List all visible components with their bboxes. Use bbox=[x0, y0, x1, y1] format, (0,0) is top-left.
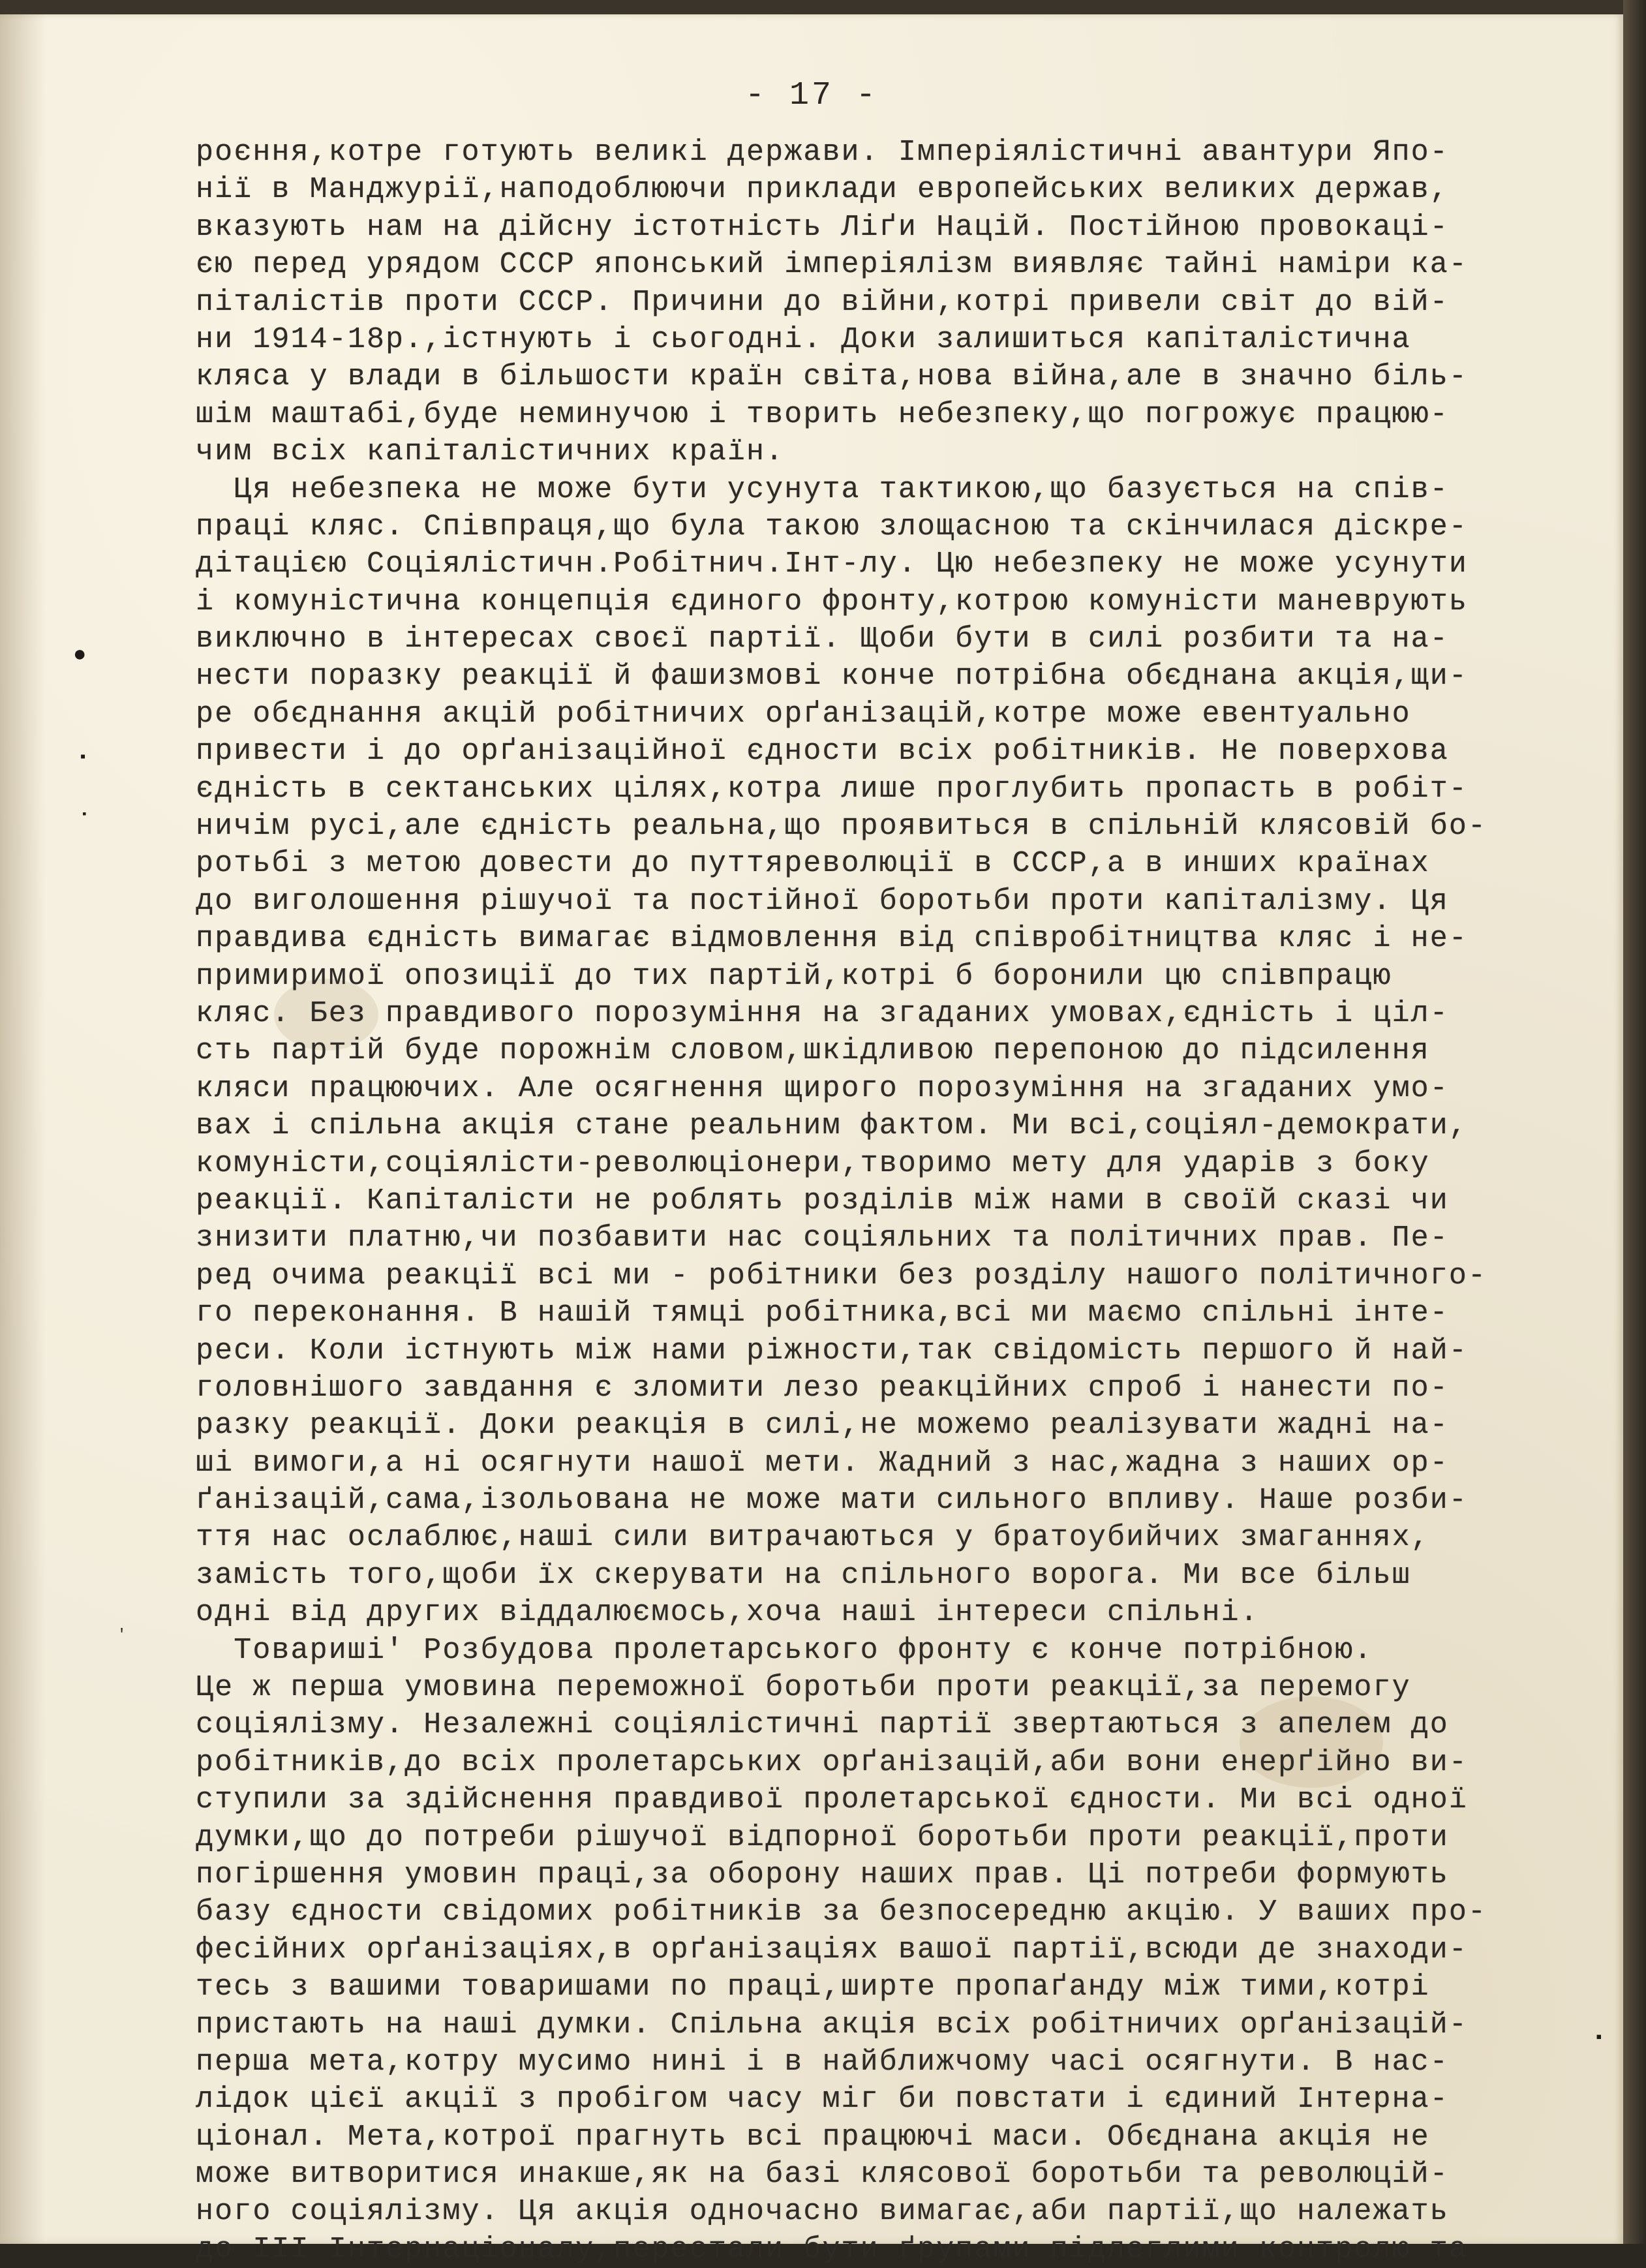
text-line: нії в Манджурії,наподоблюючи приклади европейських великих держав, bbox=[196, 173, 1449, 207]
text-line: ного соціялізму. Ця акція одночасно вимагає,аби партії,що належать bbox=[196, 2195, 1449, 2229]
text-line: соціялізму. Незалежні соціялістичні партії звертаються з апелем до bbox=[196, 1708, 1449, 1742]
text-line: лідок цієї акції з пробігом часу міг би повстати і єдиний Інтерна- bbox=[196, 2083, 1449, 2117]
text-line: разку реакції. Доки реакція в силі,не можемо реалізувати жадні на- bbox=[196, 1409, 1449, 1443]
text-line: ші вимоги,а ні осягнути нашої мети. Жадний з нас,жадна з наших ор- bbox=[196, 1446, 1449, 1480]
text-line: вказують нам на дійсну істотність Ліґи Націй. Постійною провокаці- bbox=[196, 210, 1449, 244]
text-line: Це ж перша умовина переможної боротьби проти реакції,за перемогу bbox=[196, 1671, 1411, 1705]
text-line: привести і до орґанізаційної єдности всіх робітників. Не поверхова bbox=[196, 735, 1449, 769]
text-line: одні від других віддалюємось,хоча наші інтереси спільні. bbox=[196, 1596, 1259, 1630]
text-line: дітацією Соціялістичн.Робітнич.Інт-лу. Цю небезпеку не може усунути bbox=[196, 547, 1468, 581]
page-gutter-shadow bbox=[0, 14, 46, 2244]
text-line: ступили за здійснення правдивої пролетарської єдности. Ми всі одної bbox=[196, 1783, 1468, 1817]
text-line: нести поразку реакції й фашизмові конче потрібна обєднана акція,щи- bbox=[196, 660, 1468, 694]
text-line: правдива єдність вимагає відмовлення від співробітництва кляс і не- bbox=[196, 922, 1468, 956]
text-line: тесь з вашими товаришами по праці,ширте пропаґанду між тими,котрі bbox=[196, 1970, 1430, 2004]
text-line: примиримої опозиції до тих партій,котрі б боронили цю співпрацю bbox=[196, 959, 1392, 993]
text-line: Ця небезпека не може бути усунута тактикою,що базується на спів- bbox=[196, 472, 1449, 506]
text-line: ре обєднання акцій робітничих орґанізацій,котре може евентуально bbox=[196, 697, 1411, 731]
text-line: роєння,котре готують великі держави. Імперіялістичні авантури Япо- bbox=[196, 136, 1449, 169]
text-line: реси. Коли істнують між нами ріжности,так свідомість першого й най- bbox=[196, 1334, 1468, 1368]
margin-tick: ▪ bbox=[78, 749, 88, 767]
text-line: Товариші' Розбудова пролетарського фронту є конче потрібною. bbox=[196, 1633, 1373, 1667]
text-line: пристають на наші думки. Спільна акція всіх робітничих орґанізацій- bbox=[196, 2008, 1468, 2042]
page-number: - 17 - bbox=[744, 77, 879, 114]
margin-tick: ▪ bbox=[1594, 2028, 1604, 2047]
text-line: ття нас ослаблює,наші сили витрачаються у братоубийчих змаганнях, bbox=[196, 1521, 1430, 1555]
text-line: чим всіх капіталістичних країн. bbox=[196, 435, 785, 469]
text-line: ничім русі,але єдність реальна,що проявиться в спільній клясовій бо- bbox=[196, 810, 1487, 844]
margin-tick: ' bbox=[117, 1627, 127, 1643]
text-line: вах і спільна акція стане реальним фактом. Ми всі,соціял-демократи, bbox=[196, 1109, 1468, 1143]
text-line: ред очима реакції всі ми - робітники без розділу нашого політичного- bbox=[196, 1259, 1487, 1293]
text-line: шім маштабі,буде неминучою і творить небезпеку,що погрожує працюю- bbox=[196, 397, 1449, 431]
scan-right-edge bbox=[1623, 0, 1646, 2244]
text-line: знизити платню,чи позбавити нас соціяльних та політичних прав. Пе- bbox=[196, 1221, 1449, 1255]
text-line: ротьбі з метою довести до путтяреволюції в СССР,а в инших країнах bbox=[196, 847, 1430, 881]
text-line: ціонал. Мета,котрої прагнуть всі працюючі маси. Обєднана акція не bbox=[196, 2120, 1430, 2154]
text-line: єдність в сектанських цілях,котра лише проглубить пропасть в робіт- bbox=[196, 772, 1468, 806]
text-line: погіршення умовин праці,за оборону наших прав. Ці потреби формують bbox=[196, 1858, 1449, 1892]
text-line: думки,що до потреби рішучої відпорної боротьби проти реакції,проти bbox=[196, 1820, 1449, 1854]
text-line: ґанізацій,сама,ізольована не може мати сильного впливу. Наше розби- bbox=[196, 1484, 1468, 1518]
text-line: кляс. Без правдивого порозуміння на згаданих умовах,єдність і ціл- bbox=[196, 996, 1449, 1030]
text-line: і комуністична концепція єдиного фронту,котрою комуністи маневрують bbox=[196, 585, 1468, 619]
text-line: виключно в інтересах своєї партії. Щоби бути в силі розбити та на- bbox=[196, 622, 1449, 656]
margin-dot: ● bbox=[73, 643, 87, 668]
text-line: до III Інтернаціоналу,перестали бути ґрупами підлеглими контролю та bbox=[196, 2232, 1468, 2266]
margin-tick: ▪ bbox=[81, 808, 88, 821]
text-line: базу єдности свідомих робітників за безпосередню акцію. У ваших про- bbox=[196, 1895, 1487, 1929]
text-line: перша мета,котру мусимо нині і в найближчому часі осягнути. В нас- bbox=[196, 2045, 1449, 2079]
text-line: кляси працюючих. Але осягнення щирого порозуміння на згаданих умо- bbox=[196, 1071, 1449, 1105]
text-line: праці кляс. Співпраця,що була такою злощасною та скінчилася діскре- bbox=[196, 510, 1468, 544]
text-line: реакції. Капіталісти не роблять розділів між нами в своїй сказі чи bbox=[196, 1184, 1449, 1218]
text-line: може витворитися инакше,як на базі клясової боротьби та революцій- bbox=[196, 2158, 1449, 2192]
text-line: фесійних орґанізаціях,в орґанізаціях вашої партії,всюди де знаходи- bbox=[196, 1933, 1468, 1967]
text-line: робітників,до всіх пролетарських орґанізацій,аби вони енерґійно ви- bbox=[196, 1745, 1468, 1779]
text-line: ни 1914-18р.,істнують і сьогодні. Доки залишиться капіталістична bbox=[196, 322, 1411, 356]
text-line: замість того,щоби їх скерувати на спільного ворога. Ми все більш bbox=[196, 1558, 1411, 1592]
text-line: піталістів проти СССР. Причини до війни,котрі привели світ до вій- bbox=[196, 285, 1449, 319]
text-line: сть партій буде порожнім словом,шкідливою перепоною до підсилення bbox=[196, 1034, 1430, 1068]
text-line: до виголошення рішучої та постійної боротьби проти капіталізму. Ця bbox=[196, 884, 1449, 918]
text-line: єю перед урядом СССР японський імперіялізм виявляє тайні наміри ка- bbox=[196, 248, 1468, 282]
text-line: кляса у влади в більшости країн світа,нова війна,але в значно біль- bbox=[196, 360, 1468, 394]
text-line: комуністи,соціялісти-революціонери,творимо мету для ударів з боку bbox=[196, 1146, 1430, 1180]
text-line: головнішого завдання є зломити лезо реакційних спроб і нанести по- bbox=[196, 1371, 1449, 1405]
text-line: го переконання. В нашій тямці робітника,всі ми маємо спільні інте- bbox=[196, 1296, 1449, 1330]
typed-text-body bbox=[196, 134, 1553, 2268]
